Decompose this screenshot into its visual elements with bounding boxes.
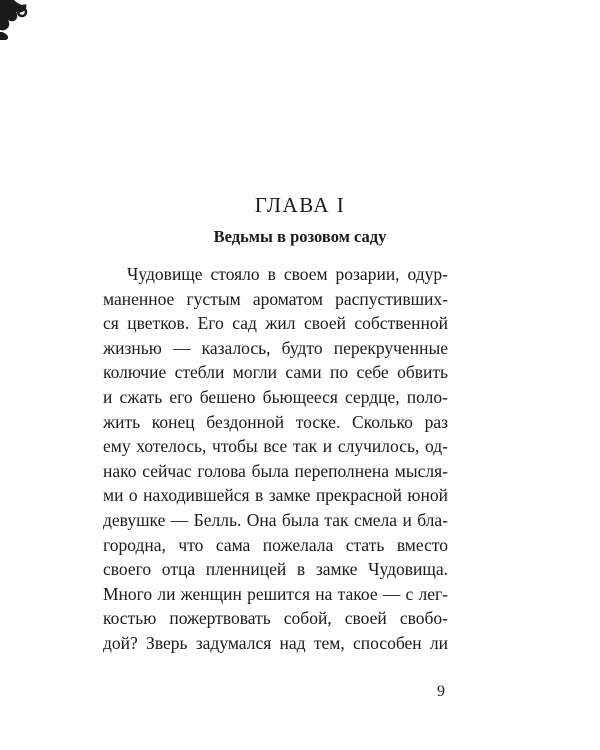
page-number: 9 <box>437 683 445 700</box>
text-line: девушке — Белль. Она была так смела и бла- <box>103 509 448 530</box>
body-text <box>103 262 448 656</box>
text-line: своего отца пленницей в замке Чудовища. <box>103 559 448 580</box>
chapter-label: ГЛАВА I <box>254 193 346 217</box>
text-line: маненное густым ароматом распустивших- <box>103 288 448 309</box>
text-line: костью пожертвовать собой, своей свобо- <box>103 608 448 629</box>
text-line: Много ли женщин решится на такое — с лег- <box>103 583 448 604</box>
text-line: ся цветков. Его сад жил своей собственной <box>103 313 448 334</box>
text-line: Чудовище стояло в своем розарии, одур- <box>127 264 448 284</box>
text-line: нако сейчас голова была переполнена мысля- <box>103 460 448 481</box>
text-line: городна, что сама пожелала стать вместо <box>103 534 448 555</box>
ornament-icon <box>0 0 34 40</box>
text-line: колючие стебли могли сами по себе обвить <box>103 362 448 383</box>
text-line: ему хотелось, чтобы все так и случилось, од- <box>103 436 448 457</box>
text-line: дой? Зверь задумался над тем, способен ли <box>103 632 448 653</box>
chapter-title: Ведьмы в розовом саду <box>213 227 387 246</box>
text-line: жизнью — казалось, будто перекрученные <box>103 337 448 358</box>
text-line: и сжать его бешено бьющееся сердце, поло- <box>103 386 448 407</box>
text-line: ми о находившейся в замке прекрасной юной <box>103 485 448 506</box>
text-line: жить конец бездонной тоске. Сколько раз <box>103 411 448 432</box>
